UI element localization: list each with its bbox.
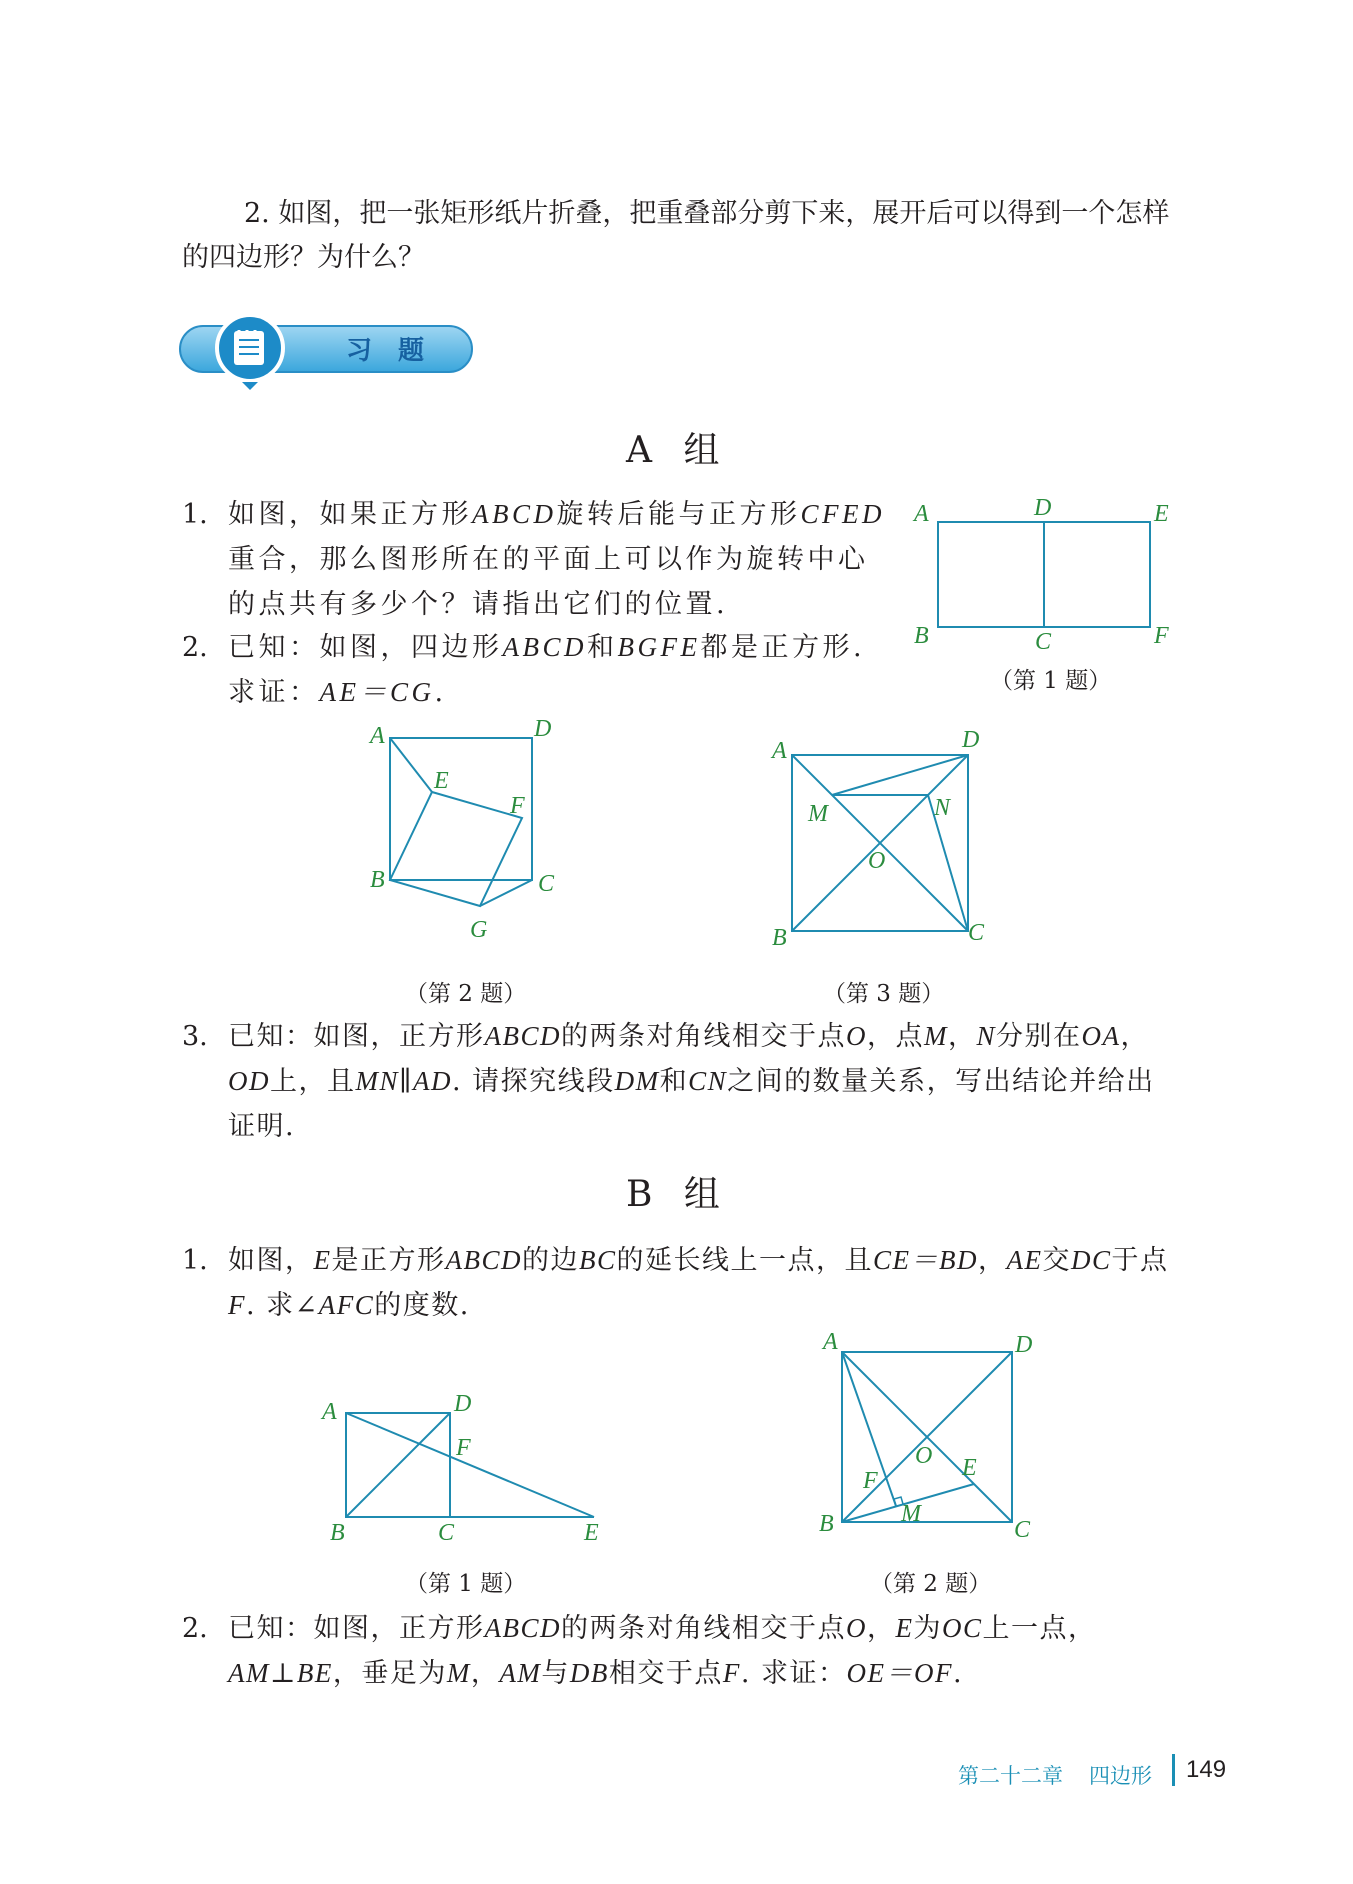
exercise-banner (178, 318, 478, 398)
label-a: A (914, 501, 929, 527)
label-f: F (456, 1435, 471, 1461)
label-a: A (823, 1329, 838, 1355)
diagonal-bd (346, 1413, 450, 1517)
label-d: D (454, 1391, 472, 1417)
figure-a1-caption: （第 1 题） (990, 668, 1112, 694)
label-b: B (914, 623, 929, 649)
label-o: O (915, 1443, 933, 1469)
figure-b1-caption: （第 1 题） (405, 1571, 527, 1597)
label-b: B (819, 1511, 834, 1537)
label-c: C (1035, 629, 1052, 655)
label-e: E (1154, 501, 1169, 527)
group-b-title: B 组 (626, 1174, 730, 1215)
label-c: C (1014, 1517, 1031, 1543)
label-g: G (470, 917, 488, 943)
label-m: M (808, 801, 828, 827)
group-a-title: A 组 (626, 430, 730, 471)
figure-a3-caption: （第 3 题） (823, 981, 945, 1007)
label-e: E (434, 768, 449, 794)
label-c: C (968, 920, 985, 946)
label-f: F (1154, 623, 1169, 649)
intro-paragraph: 2. 如图，把一张矩形纸片折叠，把重叠部分剪下来，展开后可以得到一个怎样的四边形？为什么？ (182, 198, 1170, 273)
footer-chapter: 第二十二章 (958, 1765, 1063, 1788)
footer-section: 四边形 (1089, 1765, 1152, 1788)
page-number: 149 (1186, 1756, 1227, 1783)
label-d: D (1034, 495, 1052, 521)
figure-a2-caption: （第 2 题） (405, 981, 527, 1007)
figure-a1 (910, 495, 1180, 665)
label-o: O (868, 848, 886, 874)
segment-cg (480, 880, 532, 906)
problem-a3: 3. 已知：如图，正方形ABCD的两条对角线相交于点O，点M，N分别在OA，OD上，且MN∥AD. 请探究线段DM和CN之间的数量关系，写出结论并给出证明. (182, 1021, 1155, 1142)
label-d: D (1015, 1332, 1033, 1358)
figure-b2-caption: （第 2 题） (870, 1571, 992, 1597)
problem-b2: 2. 已知：如图，正方形ABCD的两条对角线相交于点O，E为OC上一点，AM⊥BE，垂足为M，AM与DB相交于点F. 求证：OE＝OF. (182, 1613, 1097, 1689)
segment-ae (390, 738, 432, 792)
square-bgfe (390, 792, 522, 906)
segment-ae (346, 1413, 594, 1517)
label-a: A (772, 738, 787, 764)
figure-a3 (762, 725, 992, 955)
notepad-icon (234, 330, 264, 365)
chevron-down-icon (242, 382, 258, 390)
label-m: M (901, 1501, 921, 1527)
label-b: B (370, 867, 385, 893)
page-footer (958, 1760, 1152, 1790)
label-c: C (538, 871, 555, 897)
figure-b2 (815, 1325, 1045, 1545)
label-b: B (330, 1520, 345, 1546)
problem-a1: 1. 如图，如果正方形ABCD旋转后能与正方形CFED重合，那么图形所在的平面上可以作为旋转中心的点共有多少个？请指出它们的位置. (182, 499, 885, 620)
label-e: E (584, 1520, 599, 1546)
label-n: N (934, 795, 951, 821)
banner-label: 习 题 (346, 336, 425, 366)
problem-a2: 2. 已知：如图，四边形ABCD和BGFE都是正方形. 求证：AE＝CG. (182, 632, 866, 708)
figure-b1 (318, 1385, 618, 1545)
problem-b1: 1. 如图，E是正方形ABCD的边BC的延长线上一点，且CE＝BD，AE交DC于点F. 求∠AFC的度数. (182, 1245, 1169, 1321)
label-a: A (370, 723, 385, 749)
label-a: A (322, 1399, 337, 1425)
label-f: F (863, 1468, 878, 1494)
label-c: C (438, 1520, 455, 1546)
figure-a2 (360, 715, 570, 955)
footer-divider (1172, 1754, 1175, 1786)
label-d: D (962, 727, 980, 753)
label-f: F (510, 793, 525, 819)
label-e: E (962, 1455, 977, 1481)
label-b: B (772, 925, 787, 951)
label-d: D (534, 716, 552, 742)
